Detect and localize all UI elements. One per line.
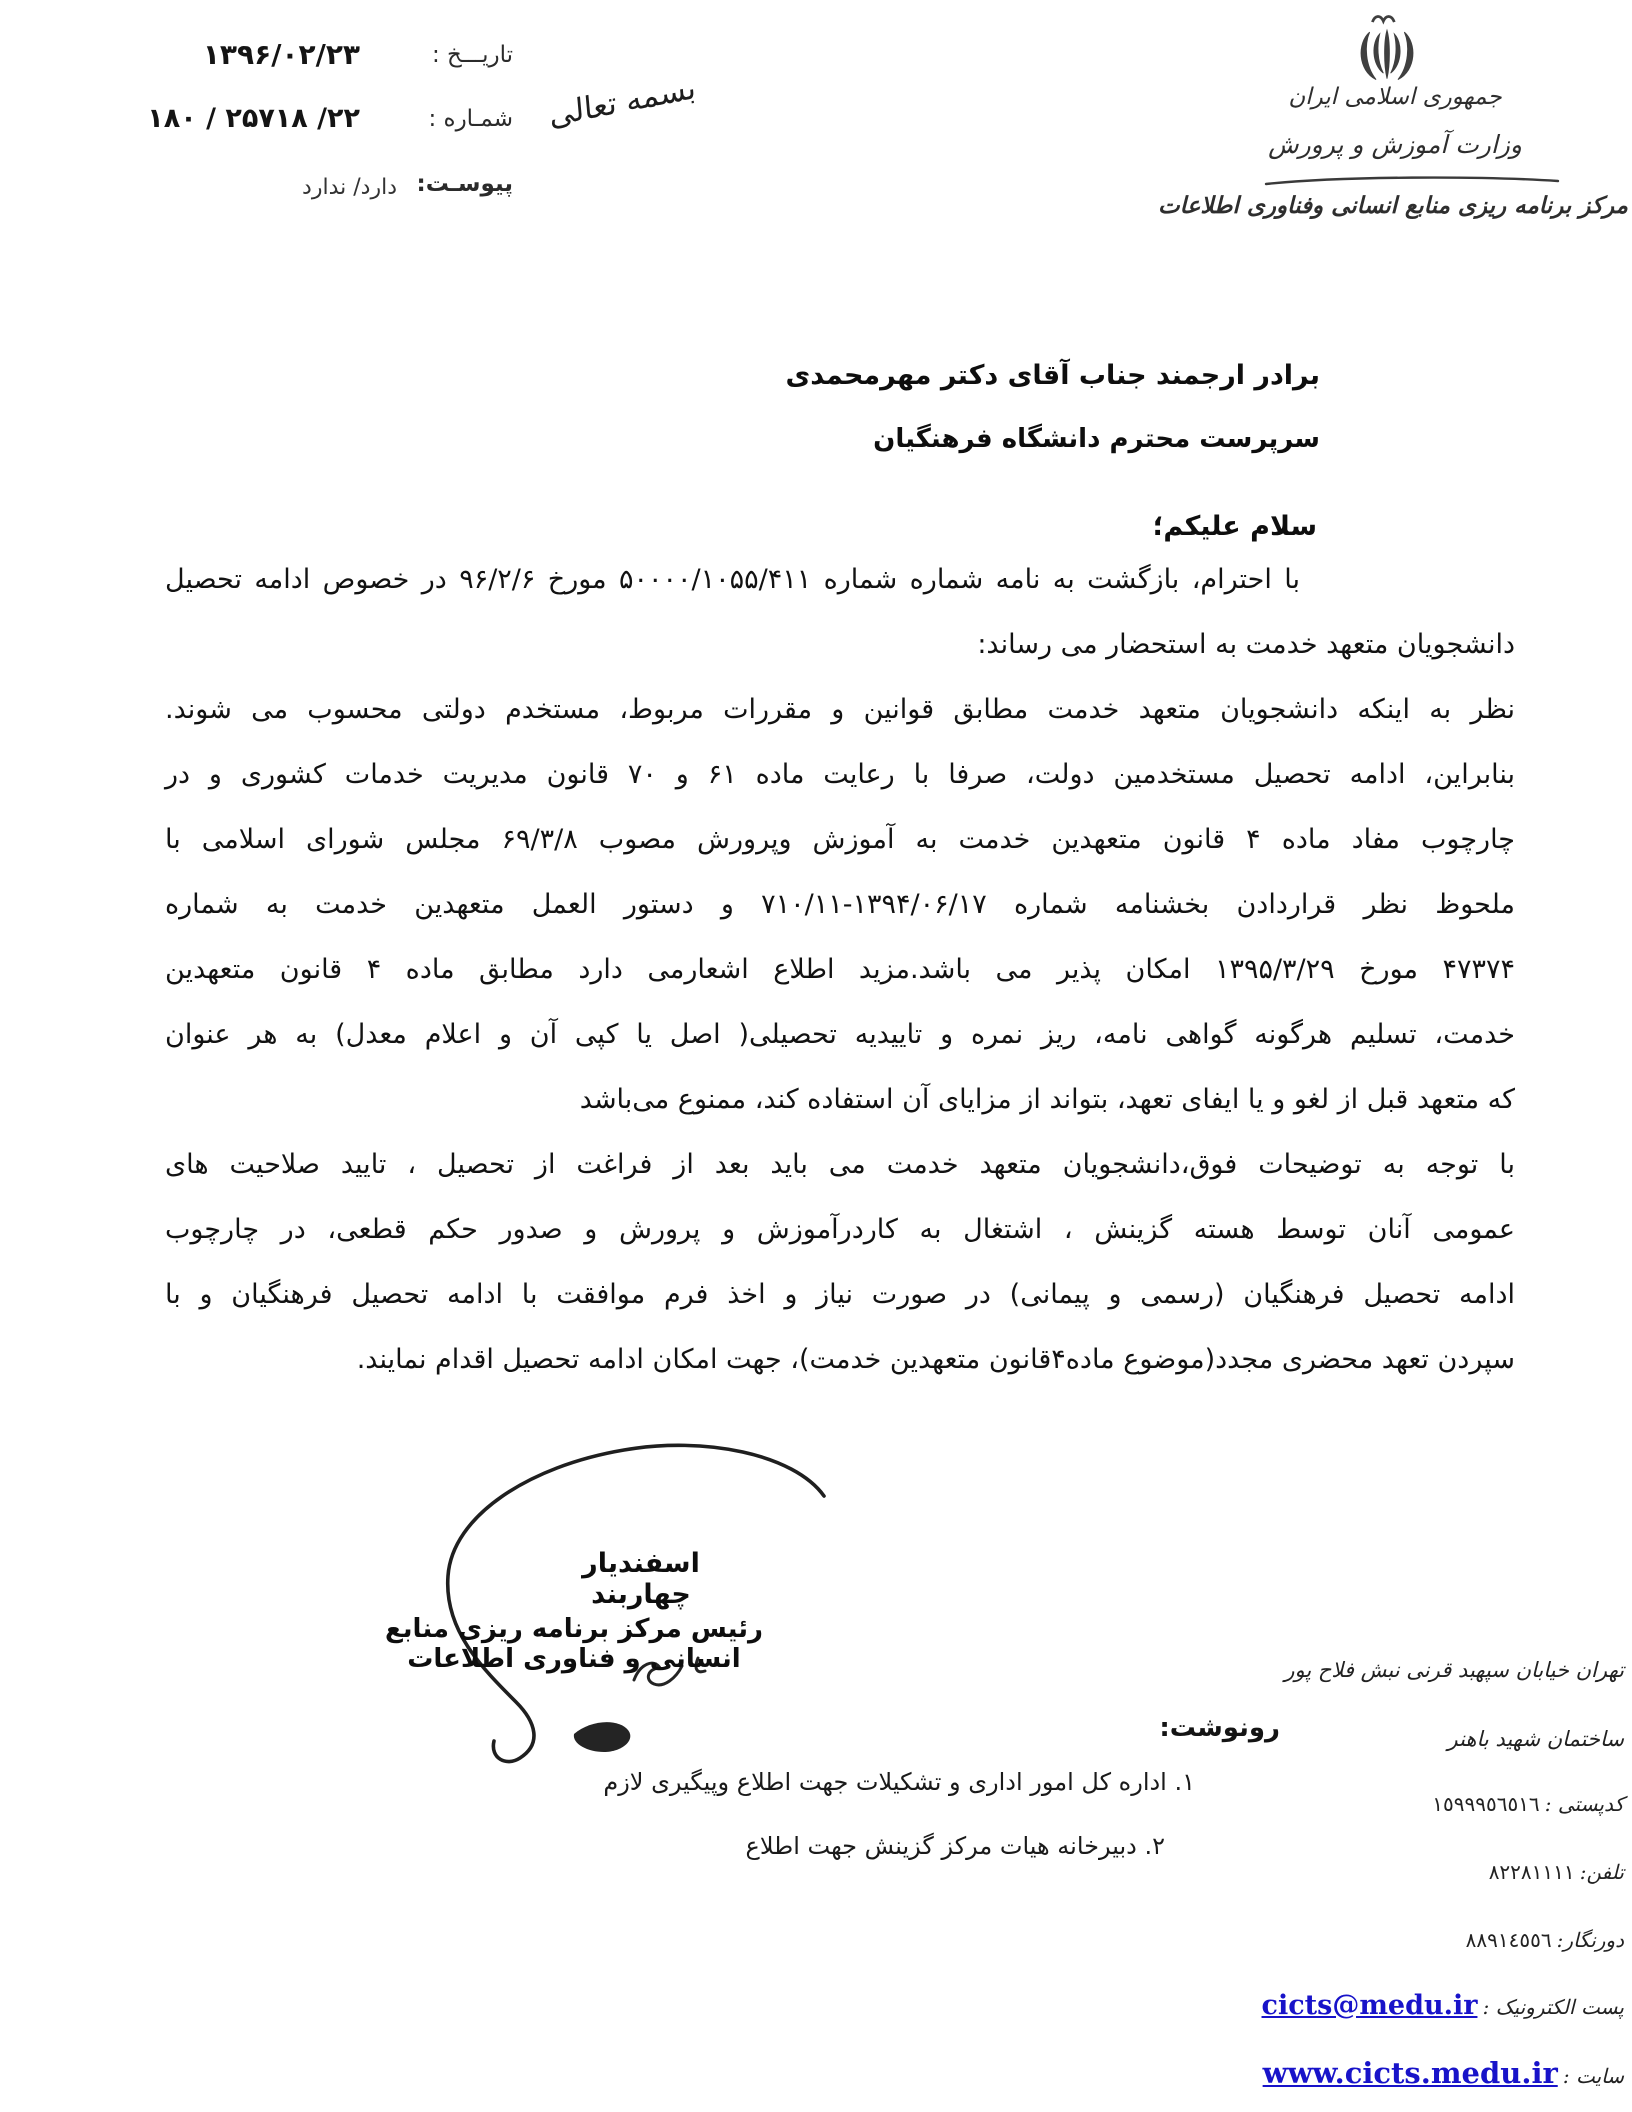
- org-name-line1: جمهوری اسلامی ایران: [1288, 84, 1502, 110]
- attachment-value: دارد/ ندارد: [302, 175, 397, 200]
- body-line: چارچوب مفاد ماده ۴ قانون متعهدین خدمت به آموزش وپرورش مصوب ۶۹/۳/۸ مجلس شورای اسلامی با: [165, 824, 1515, 855]
- date-label: تاریـــخ :: [431, 42, 513, 68]
- masthead-flourish-underline: [1262, 174, 1562, 188]
- cc-label: رونوشت:: [1159, 1713, 1280, 1743]
- body-line: با احترام، بازگشت به نامه شماره شماره ۵۰۰۰۰/۱۰۵۵/۴۱۱ مورخ ۹۶/۲/۶ در خصوص ادامه تحصیل: [165, 564, 1300, 595]
- body-line: خدمت، تسلیم هرگونه گواهی نامه، ریز نمره و تاییدیه تحصیلی( اصل یا کپی آن و اعلام معدل) به هر عنوان: [165, 1019, 1515, 1050]
- contact-phone-row: [1489, 1860, 1624, 1884]
- fax-value: ٨٨٩١٤٥٥٦: [1465, 1928, 1552, 1952]
- email-label: پست الکترونیک :: [1482, 1995, 1624, 2019]
- cc-item: ۲. دبیرخانه هیات مرکز گزینش جهت اطلاع: [745, 1832, 1165, 1860]
- body-line: ۴۷۳۷۴ مورخ ۱۳۹۵/۳/۲۹ امکان پذیر می باشد.مزید اطلاع اشعارمی دارد مطابق ماده ۴ قانون متعهدین: [165, 954, 1515, 985]
- bismillah-text: بسمه تعالی: [547, 69, 698, 135]
- org-name-line3: مرکز برنامه ریزی منابع انسانی وفناوری اطلاعات: [1158, 192, 1628, 219]
- body-line: ادامه تحصیل فرهنگیان (رسمی و پیمانی) در صورت نیاز و اخذ فرم موافقت با ادامه تحصیل فرهنگیان و با: [165, 1279, 1515, 1310]
- body-line: ملحوظ نظر قراردادن بخشنامه شماره ۱۳۹۴/۰۶/۱۷-۷۱۰/۱۱ و دستور العمل متعهدین خدمت به شماره: [165, 889, 1516, 920]
- org-name-line2: وزارت آموزش و پرورش: [1268, 130, 1522, 159]
- email-link[interactable]: cicts@medu.ir: [1261, 1990, 1478, 2021]
- cc-item: ۱. اداره کل امور اداری و تشکیلات جهت اطلاع وپیگیری لازم: [603, 1768, 1195, 1796]
- contact-fax-row: [1466, 1928, 1624, 1952]
- body-line: بنابراین، ادامه تحصیل مستخدمین دولت، صرفا با رعایت ماده ۶۱ و ۷۰ قانون مدیریت خدمات کشوری و در: [165, 759, 1515, 790]
- body-line: که متعهد قبل از لغو و یا ایفای تعهد، بتواند از مزایای آن استفاده کند، ممنوع می‌باشد: [579, 1084, 1515, 1115]
- contact-email-row: [1262, 1990, 1624, 2021]
- signatory-name: اسفندیار چهاربند: [582, 1548, 700, 1610]
- recipient-title: سرپرست محترم دانشگاه فرهنگیان: [873, 424, 1320, 454]
- website-label: سایت :: [1562, 2064, 1624, 2088]
- contact-address-line2: ساختمان شهید باهنر: [1447, 1727, 1624, 1751]
- salutation: سلام علیکم؛: [1152, 511, 1317, 542]
- contact-postal-row: [1432, 1792, 1624, 1816]
- signatory-title: رئیس مرکز برنامه ریزی منابع انسانی و فناوری اطلاعات: [385, 1614, 763, 1674]
- postal-code-value: ١٥٩٩٩٥٦٥١٦: [1432, 1792, 1540, 1816]
- body-line: سپردن تعهد محضری مجدد(موضوع ماده۴قانون متعهدین خدمت)، جهت امکان ادامه تحصیل اقدام نمایند.: [356, 1344, 1515, 1375]
- body-line: نظر به اینکه دانشجویان متعهد خدمت مطابق قوانین و مقررات مربوط، مستخدم دولتی محسوب می شوند.: [165, 694, 1515, 725]
- phone-value: ٨٢٢٨١١١١: [1488, 1860, 1575, 1884]
- body-line: دانشجویان متعهد خدمت به استحضار می رساند:: [977, 629, 1515, 660]
- body-line: با توجه به توضیحات فوق،دانشجویان متعهد خدمت می باید بعد از فراغت از تحصیل ، تایید صلاحیت های: [165, 1149, 1515, 1180]
- date-value: ۱۳۹۶/۰۲/۲۳: [202, 38, 360, 71]
- website-link[interactable]: www.cicts.medu.ir: [1262, 2056, 1558, 2090]
- attachment-label: پیوسـت:: [416, 171, 513, 197]
- number-value: ۲۲/ ۲۵۷۱۸ / ۱۸۰: [147, 103, 360, 134]
- recipient-name: برادر ارجمند جناب آقای دکتر مهرمحمدی: [785, 360, 1320, 391]
- number-label: شمـاره :: [428, 106, 513, 132]
- body-line: عمومی آنان توسط هسته گزینش ، اشتغال به کاردرآموزش و پرورش و صدور حکم قطعی، در چارچوب: [165, 1214, 1515, 1245]
- contact-website-row: [1263, 2056, 1624, 2090]
- contact-address-line1: تهران خیابان سپهبد قرنی نبش فلاح پور: [1284, 1658, 1624, 1682]
- phone-label: تلفن:: [1579, 1860, 1624, 1884]
- postal-code-label: کدپستی :: [1544, 1792, 1624, 1816]
- fax-label: دورنگار:: [1556, 1928, 1624, 1952]
